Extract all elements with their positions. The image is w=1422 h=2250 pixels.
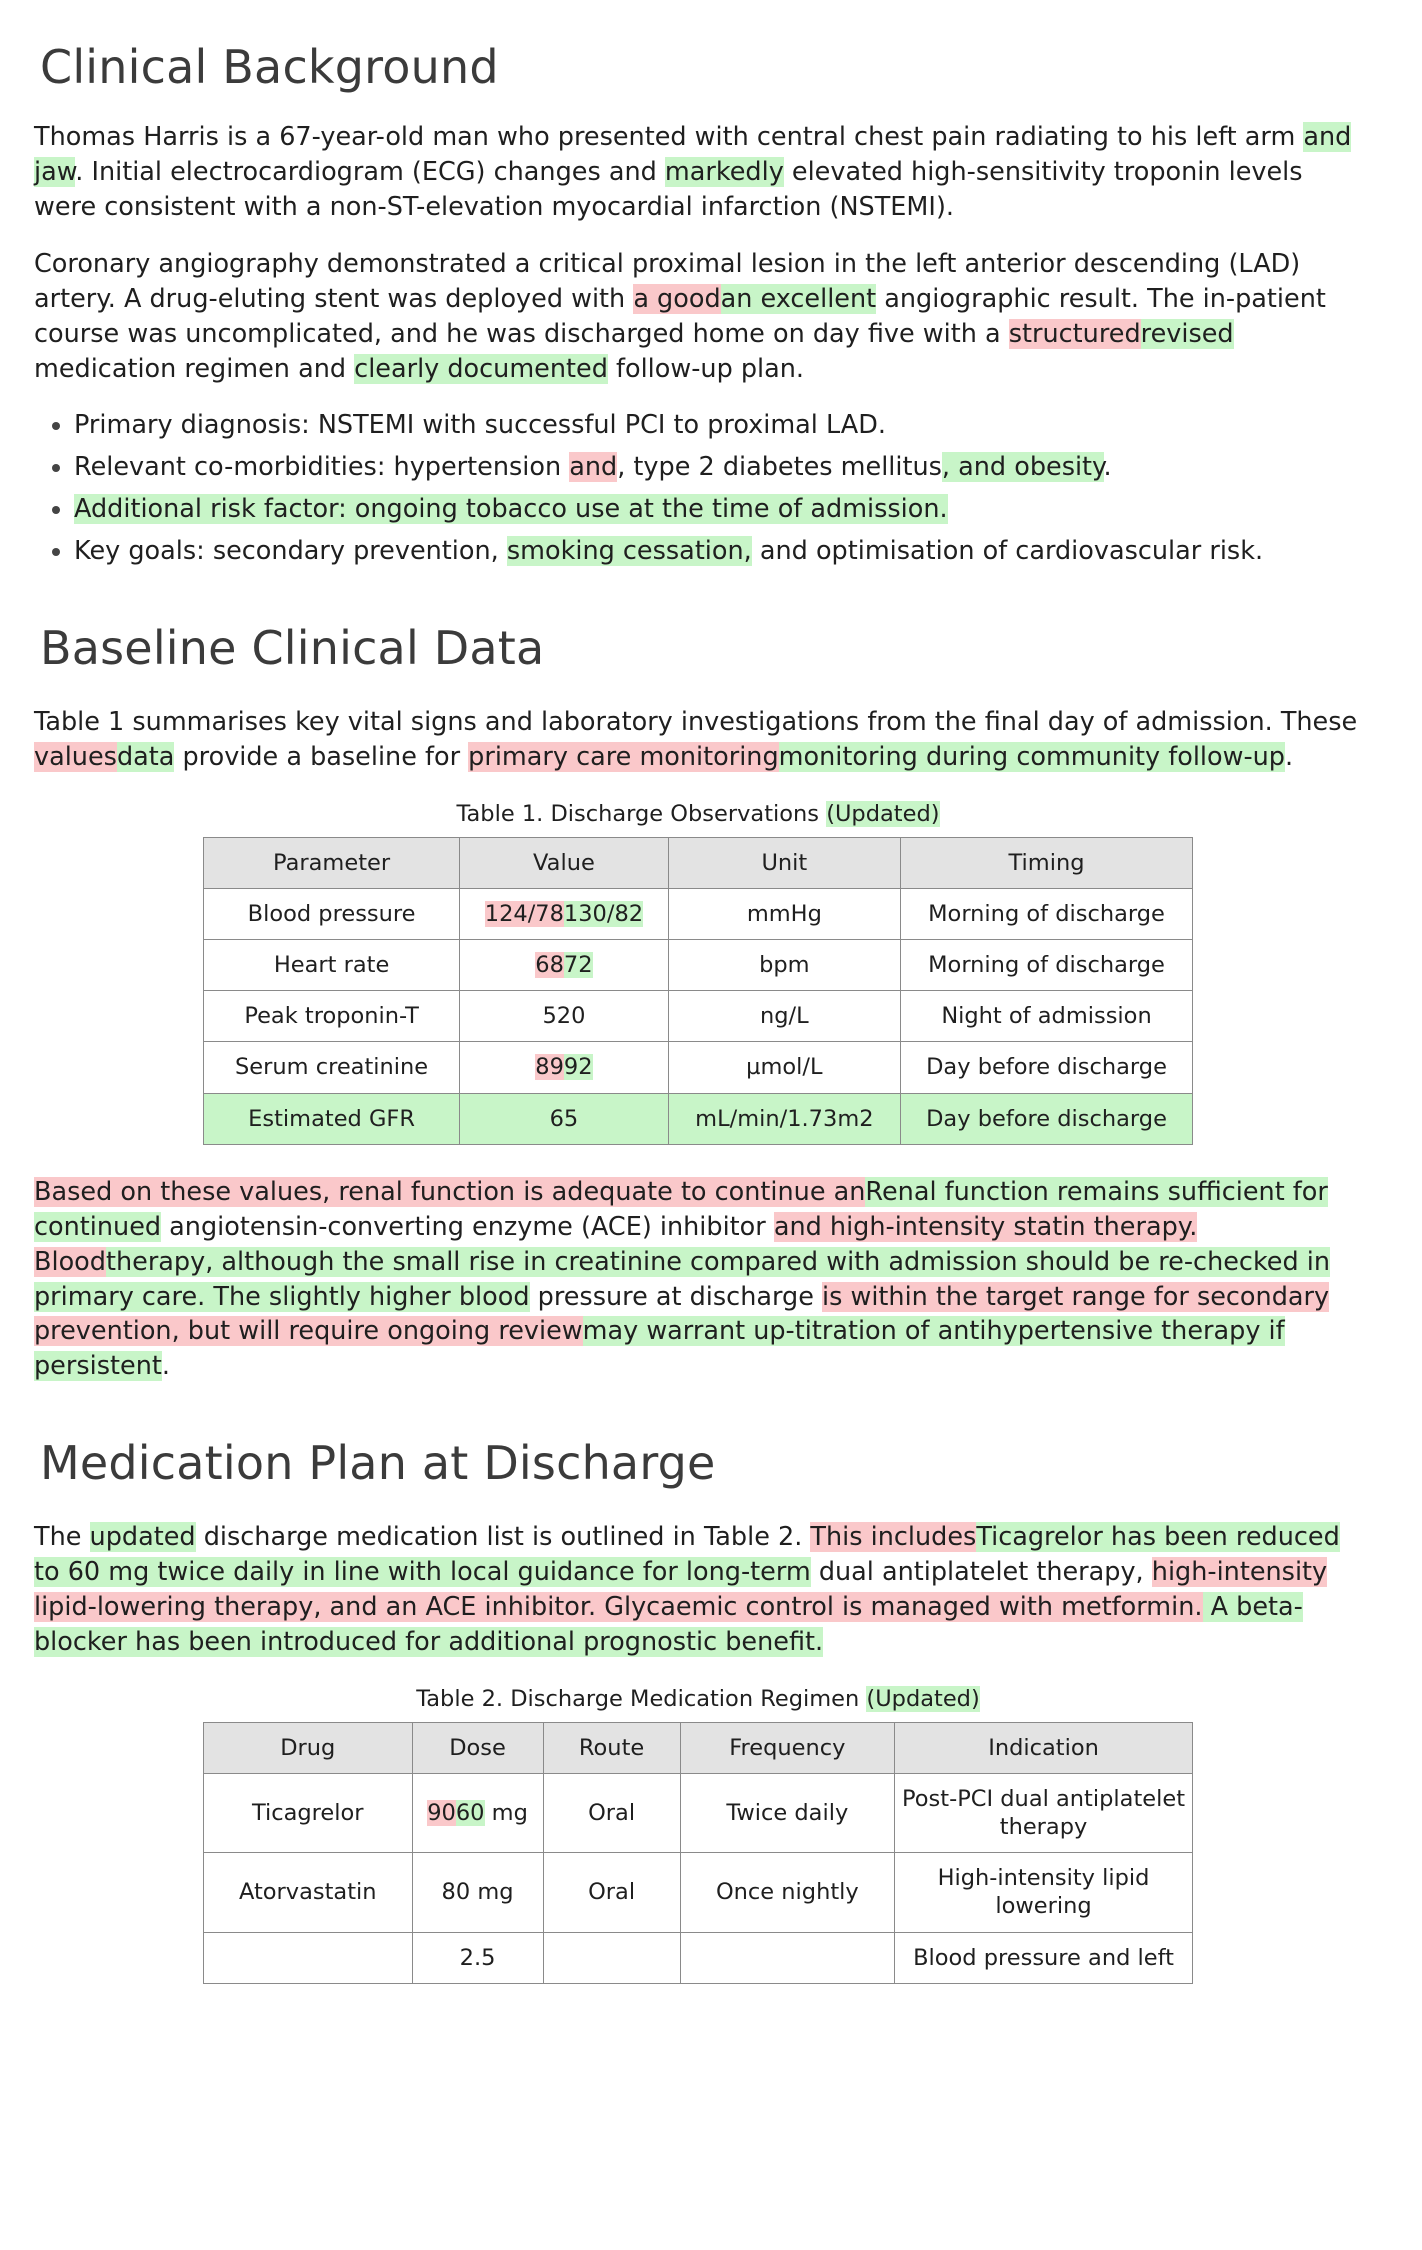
med-run-6-del: high-intensity lipid-lowering therapy, and an ACE inhibitor. Glycaemic control is managed with metformin. (34, 1557, 1328, 1623)
table-cell (901, 991, 1193, 1042)
posttbl-run-4-ins: therapy, although the small rise in creatinine compared with admission should be re-checked in primary care. The slightly higher blood (34, 1246, 1331, 1312)
t1-r1-c2-run-0: bpm (759, 952, 810, 979)
bullet-0-run-0: Primary diagnosis: NSTEMI with successful PCI to proximal LAD. (74, 410, 886, 441)
bg1-run-4: elevated high-sensitivity troponin levels were consistent with a non-ST-elevation myocardial infarction (NSTEMI). (34, 156, 1303, 222)
med-run-0: The (34, 1522, 90, 1553)
t2-r1-c0-run-0: Atorvastatin (238, 1879, 377, 1906)
bullet-3-run-0: Key goals: secondary prevention, (74, 536, 507, 567)
t1-r0-c0-run-0: Blood pressure (247, 901, 416, 928)
med-run-5: dual antiplatelet therapy, (810, 1557, 1152, 1588)
table1-body (204, 889, 1193, 1145)
paragraph-post-table1 (34, 1175, 1362, 1385)
bg2-run-6: medication regimen and (34, 353, 355, 384)
bg1-run-0: Thomas Harris is a 67-year-old man who presented with central chest pain radiating to his left arm (34, 122, 1304, 152)
table2-caption-text: Table 2. Discharge Medication Regimen (416, 1685, 860, 1712)
bg2-run-4-del: structured (1008, 318, 1141, 349)
t1-r4-c1-run-0: 65 (549, 1105, 579, 1132)
baseline-run-2-ins: data (116, 742, 175, 773)
page-title-clinical-background: Clinical Background (40, 40, 499, 94)
bg2-run-8: follow-up plan. (607, 353, 805, 384)
table1-caption-tag: (Updated) (826, 800, 940, 827)
list-item (74, 534, 1362, 569)
t2-r1-c3-run-0: Once nightly (715, 1879, 859, 1906)
table2-head (204, 1722, 1193, 1773)
table-cell (668, 1042, 900, 1093)
t1-r0-c1-run-0-del: 124/78 (484, 901, 564, 928)
table2-col-header: Indication (895, 1722, 1193, 1773)
t1-r1-c3-run-0: Morning of discharge (928, 952, 1165, 979)
bg2-run-7-ins: clearly documented (354, 353, 608, 384)
table-cell (680, 1774, 894, 1853)
table-row (204, 1774, 1193, 1853)
table2-col-header: Dose (412, 1722, 543, 1773)
paragraph-background-1 (34, 120, 1362, 225)
bg1-run-2: . Initial electrocardiogram (ECG) changes and (75, 156, 665, 187)
table-row (204, 889, 1193, 940)
t1-r2-c1-run-0: 520 (542, 1003, 586, 1030)
t1-r3-c2-run-0: µmol/L (746, 1054, 823, 1081)
bullet-1-run-1-del: and (569, 452, 618, 483)
t2-r1-c1-run-0: 80 mg (441, 1879, 514, 1906)
bg2-run-3: angiographic result. The in-patient course was uncomplicated, and he was discharged home on day five with a (34, 283, 1326, 349)
bullet-1-run-0: Relevant co-morbidities: hypertension (74, 452, 570, 483)
bg2-run-1-del: a good (633, 283, 721, 314)
table1-head (204, 837, 1193, 888)
baseline-run-3: provide a baseline for (174, 742, 469, 773)
bullet-1-run-3-ins: , and obesity (941, 452, 1104, 483)
posttbl-run-2: angiotensin-converting enzyme (ACE) inhibitor (161, 1211, 774, 1242)
table-discharge-observations (203, 837, 1193, 1145)
t1-r3-c0-run-0: Serum creatinine (235, 1054, 429, 1081)
list-item (74, 408, 1362, 443)
t2-r0-c0-run-0: Ticagrelor (251, 1800, 364, 1827)
table-cell (680, 1853, 894, 1932)
t2-r0-c1-run-1-ins: 60 (455, 1800, 485, 1827)
table-cell (412, 1774, 543, 1853)
table1-col-header: Unit (668, 837, 900, 888)
table-cell (204, 1853, 413, 1932)
table-cell (668, 940, 900, 991)
med-run-7-ins: A beta-blocker has been introduced for additional prognostic benefit. (34, 1592, 1303, 1658)
t1-r3-c1-run-0-del: 89 (535, 1054, 564, 1081)
table-cell (901, 940, 1193, 991)
t2-r2-c4-run-0: Blood pressure and left (913, 1944, 1174, 1971)
section-title-medication-plan: Medication Plan at Discharge (40, 1436, 716, 1491)
med-run-4-ins: Ticagrelor has been reduced to 60 mg twice daily in line with local guidance for long-term (34, 1522, 1340, 1588)
table1-col-header: Parameter (204, 837, 460, 888)
table-cell (901, 1093, 1193, 1144)
table-cell (204, 991, 460, 1042)
t2-r0-c1-run-0-del: 90 (427, 1800, 456, 1827)
table-cell (895, 1932, 1193, 1983)
t1-r0-c1-run-1-ins: 130/82 (563, 901, 644, 928)
t2-r2-c1-run-0: 2.5 (459, 1944, 496, 1971)
med-run-1-ins: updated (89, 1522, 196, 1553)
t2-r0-c2-run-0: Oral (588, 1800, 636, 1827)
table-cell (460, 991, 669, 1042)
bg2-run-0: Coronary angiography demonstrated a critical proximal lesion in the left anterior descending (LAD) artery. A drug-eluting stent was deployed with (34, 248, 1301, 314)
table2-caption-tag: (Updated) (866, 1685, 980, 1712)
list-item (74, 492, 1362, 527)
table-cell (460, 1093, 669, 1144)
med-run-2: discharge medication list is outlined in Table 2. (195, 1522, 811, 1553)
table-cell (901, 1042, 1193, 1093)
table-row (204, 1932, 1193, 1983)
table-cell (668, 889, 900, 940)
table-row (204, 1853, 1193, 1932)
bullet-3-run-2: and optimisation of cardiovascular risk. (751, 536, 1264, 567)
table-cell (543, 1774, 680, 1853)
posttbl-run-3-del: and high-intensity statin therapy. Blood (34, 1211, 1198, 1277)
baseline-run-1-del: values (34, 742, 117, 773)
bg2-run-5-ins: revised (1140, 318, 1234, 349)
table1-header-row (204, 837, 1193, 888)
posttbl-run-6-del: is within the target range for secondary prevention, but will require ongoing review (34, 1281, 1330, 1347)
section-title-baseline-clinical-data: Baseline Clinical Data (40, 621, 545, 676)
t1-r4-c3-run-0: Day before discharge (926, 1105, 1167, 1132)
t1-r3-c3-run-0: Day before discharge (926, 1054, 1167, 1081)
t1-r3-c1-run-1-ins: 92 (563, 1054, 593, 1081)
t1-r4-c2-run-0: mL/min/1.73m2 (695, 1105, 874, 1132)
posttbl-run-0-del: Based on these values, renal function is adequate to continue an (34, 1176, 866, 1207)
table2-body (204, 1774, 1193, 1984)
table-cell (895, 1774, 1193, 1853)
table-row (204, 940, 1193, 991)
background-bullet-list (34, 408, 1362, 569)
table-row (204, 1042, 1193, 1093)
table-cell (204, 1932, 413, 1983)
table-cell (668, 991, 900, 1042)
table-cell (412, 1932, 543, 1983)
baseline-run-5-ins: monitoring during community follow-up (778, 742, 1285, 773)
paragraph-medication-intro (34, 1520, 1362, 1660)
t1-r1-c0-run-0: Heart rate (273, 952, 390, 979)
bullet-2-run-0-ins: Additional risk factor: ongoing tobacco use at the time of admission. (74, 494, 948, 525)
t1-r2-c2-run-0: ng/L (760, 1003, 809, 1030)
table-cell (680, 1932, 894, 1983)
table2-col-header: Frequency (680, 1722, 894, 1773)
t1-r2-c3-run-0: Night of admission (941, 1003, 1152, 1030)
table-cell (204, 889, 460, 940)
table-cell (204, 1093, 460, 1144)
t1-r2-c0-run-0: Peak troponin-T (244, 1003, 419, 1030)
paragraph-background-2 (34, 247, 1362, 387)
table1-col-header: Value (460, 837, 669, 888)
bg1-run-3-ins: markedly (664, 156, 784, 187)
t1-r0-c2-run-0: mmHg (746, 901, 822, 928)
posttbl-run-8: . (161, 1351, 170, 1382)
t1-r1-c1-run-0-del: 68 (535, 952, 564, 979)
t1-r4-c0-run-0: Estimated GFR (248, 1105, 415, 1132)
paragraph-baseline-intro (34, 705, 1362, 775)
baseline-run-4-del: primary care monitoring (468, 742, 779, 773)
table2-col-header: Route (543, 1722, 680, 1773)
table2-caption (34, 1686, 1362, 1712)
list-item (74, 450, 1362, 485)
table-cell (543, 1932, 680, 1983)
table1-caption-text: Table 1. Discharge Observations (456, 800, 820, 827)
med-run-3-del: This includes (810, 1522, 977, 1553)
t1-r0-c3-run-0: Morning of discharge (928, 901, 1165, 928)
bg2-run-2-ins: an excellent (720, 283, 877, 314)
posttbl-run-5: pressure at discharge (529, 1281, 822, 1312)
baseline-run-6: . (1285, 742, 1294, 773)
table-cell (668, 1093, 900, 1144)
table-cell (412, 1853, 543, 1932)
table-cell (204, 940, 460, 991)
bg1-run-1-ins: and jaw (34, 122, 1352, 187)
table-cell (543, 1853, 680, 1932)
table-cell (460, 1042, 669, 1093)
bullet-3-run-1-ins: smoking cessation, (506, 536, 752, 567)
table-cell (460, 940, 669, 991)
t2-r1-c2-run-0: Oral (588, 1879, 636, 1906)
table-cell (895, 1853, 1193, 1932)
table1-caption (34, 801, 1362, 827)
table-cell (204, 1042, 460, 1093)
table-cell (901, 889, 1193, 940)
posttbl-run-1-ins: Renal function remains sufficient for continued (34, 1176, 1328, 1242)
table-row (204, 991, 1193, 1042)
t2-r0-c4-run-0: Post-PCI dual antiplatelet therapy (902, 1786, 1186, 1841)
bullet-1-run-4: . (1103, 452, 1112, 483)
baseline-run-0: Table 1 summarises key vital signs and laboratory investigations from the final day of admission. These (34, 707, 1358, 738)
table-cell (204, 1774, 413, 1853)
t2-r0-c1-run-2: mg (484, 1800, 528, 1827)
table-cell (460, 889, 669, 940)
table-row (204, 1093, 1193, 1144)
bullet-1-run-2: , type 2 diabetes mellitus (617, 452, 942, 483)
table-discharge-medication-regimen (203, 1722, 1193, 1984)
table2-header-row (204, 1722, 1193, 1773)
table1-col-header: Timing (901, 837, 1193, 888)
table2-col-header: Drug (204, 1722, 413, 1773)
posttbl-run-7-ins: may warrant up-titration of antihypertensive therapy if persistent (34, 1316, 1285, 1382)
t1-r1-c1-run-1-ins: 72 (563, 952, 593, 979)
t2-r0-c3-run-0: Twice daily (726, 1800, 849, 1827)
t2-r1-c4-run-0: High-intensity lipid lowering (937, 1865, 1150, 1920)
